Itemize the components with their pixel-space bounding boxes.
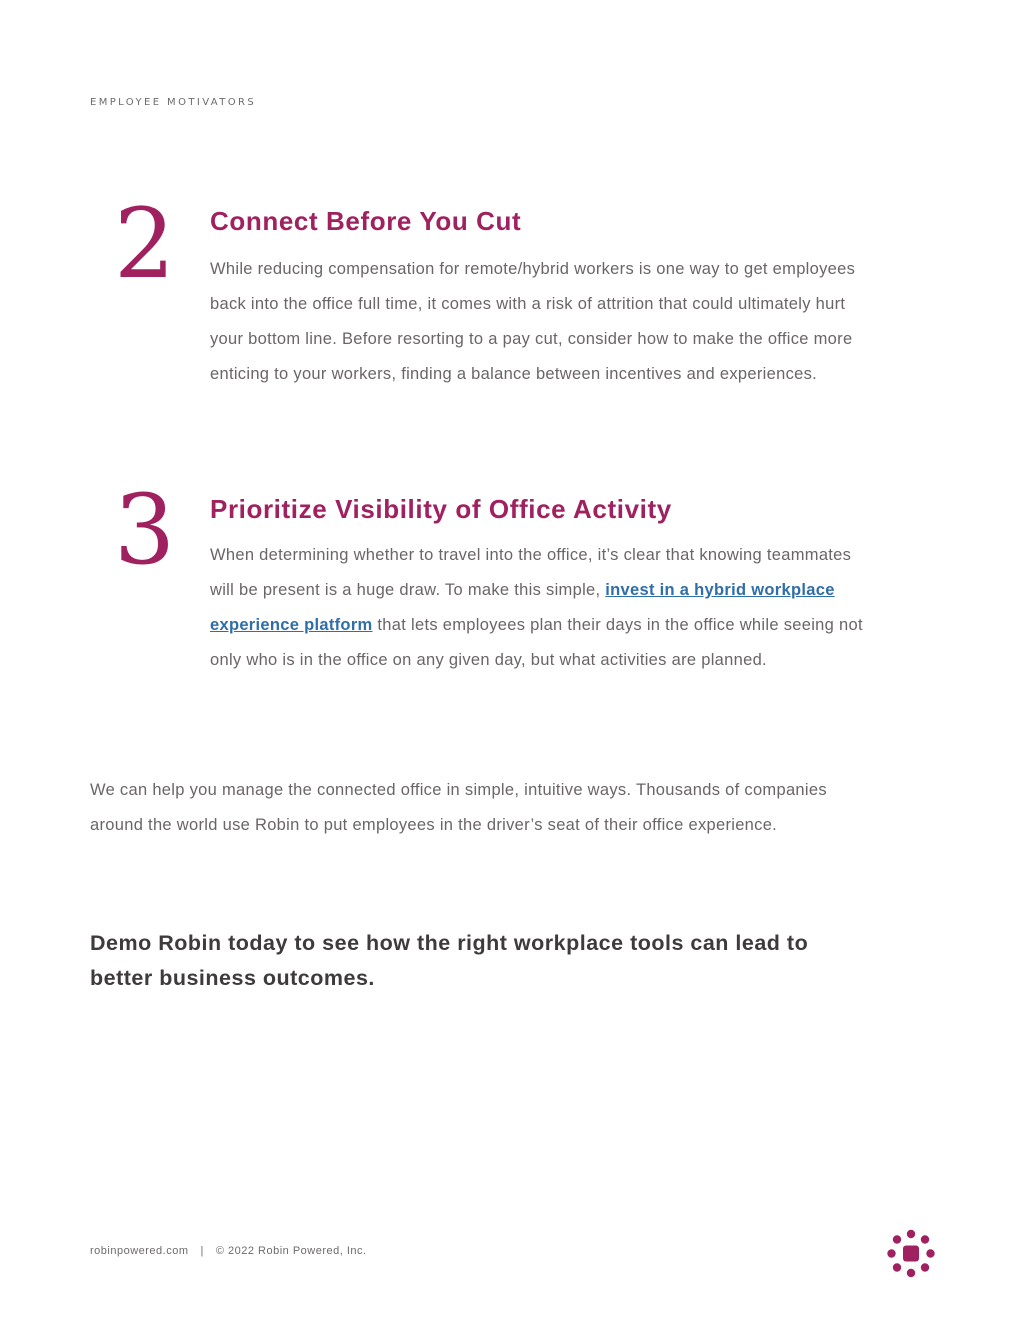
section-prioritize-visibility xyxy=(90,474,870,722)
section-body xyxy=(210,538,870,678)
footer-website: robinpowered.com xyxy=(90,1245,189,1257)
section-title: Prioritize Visibility of Office Activity xyxy=(210,494,672,524)
section-body-text-continued: that lets employees plan their days in the office while seeing not only who is in the office on any given day, but what activities are planned. xyxy=(210,616,863,669)
section-number: 2 xyxy=(114,188,176,300)
footer-copyright: © 2022 Robin Powered, Inc. xyxy=(215,1245,367,1257)
section-title: Connect Before You Cut xyxy=(210,206,522,236)
closing-paragraph: We can help you manage the connected office in simple, intuitive ways. Thousands of companies around the world use Robin to put employees in the driver’s seat of their office experience. xyxy=(90,781,827,834)
footer-separator: | xyxy=(200,1245,204,1257)
hybrid-platform-link[interactable]: invest in a hybrid workplace experience platform xyxy=(210,581,835,634)
page-header-label: EMPLOYEE MOTIVATORS xyxy=(90,97,257,108)
section-connect-before-you-cut xyxy=(90,188,870,436)
robin-logo-icon xyxy=(886,1229,936,1279)
section-body-text: When determining whether to travel into the office, it’s clear that knowing teammates will be present is a huge draw. To make this simple, xyxy=(210,546,852,599)
call-to-action: Demo Robin today to see how the right workplace tools can lead to better business outcomes. xyxy=(90,931,809,990)
section-number: 3 xyxy=(114,474,176,586)
section-body: While reducing compensation for remote/hybrid workers is one way to get employees back into the office full time, it comes with a risk of attrition that could ultimately hurt your bottom line. Before resorting to a pay cut, consider how to make the office more enticing to your workers, finding a balance between incentives and experiences. xyxy=(210,260,856,383)
footer xyxy=(90,1245,367,1257)
